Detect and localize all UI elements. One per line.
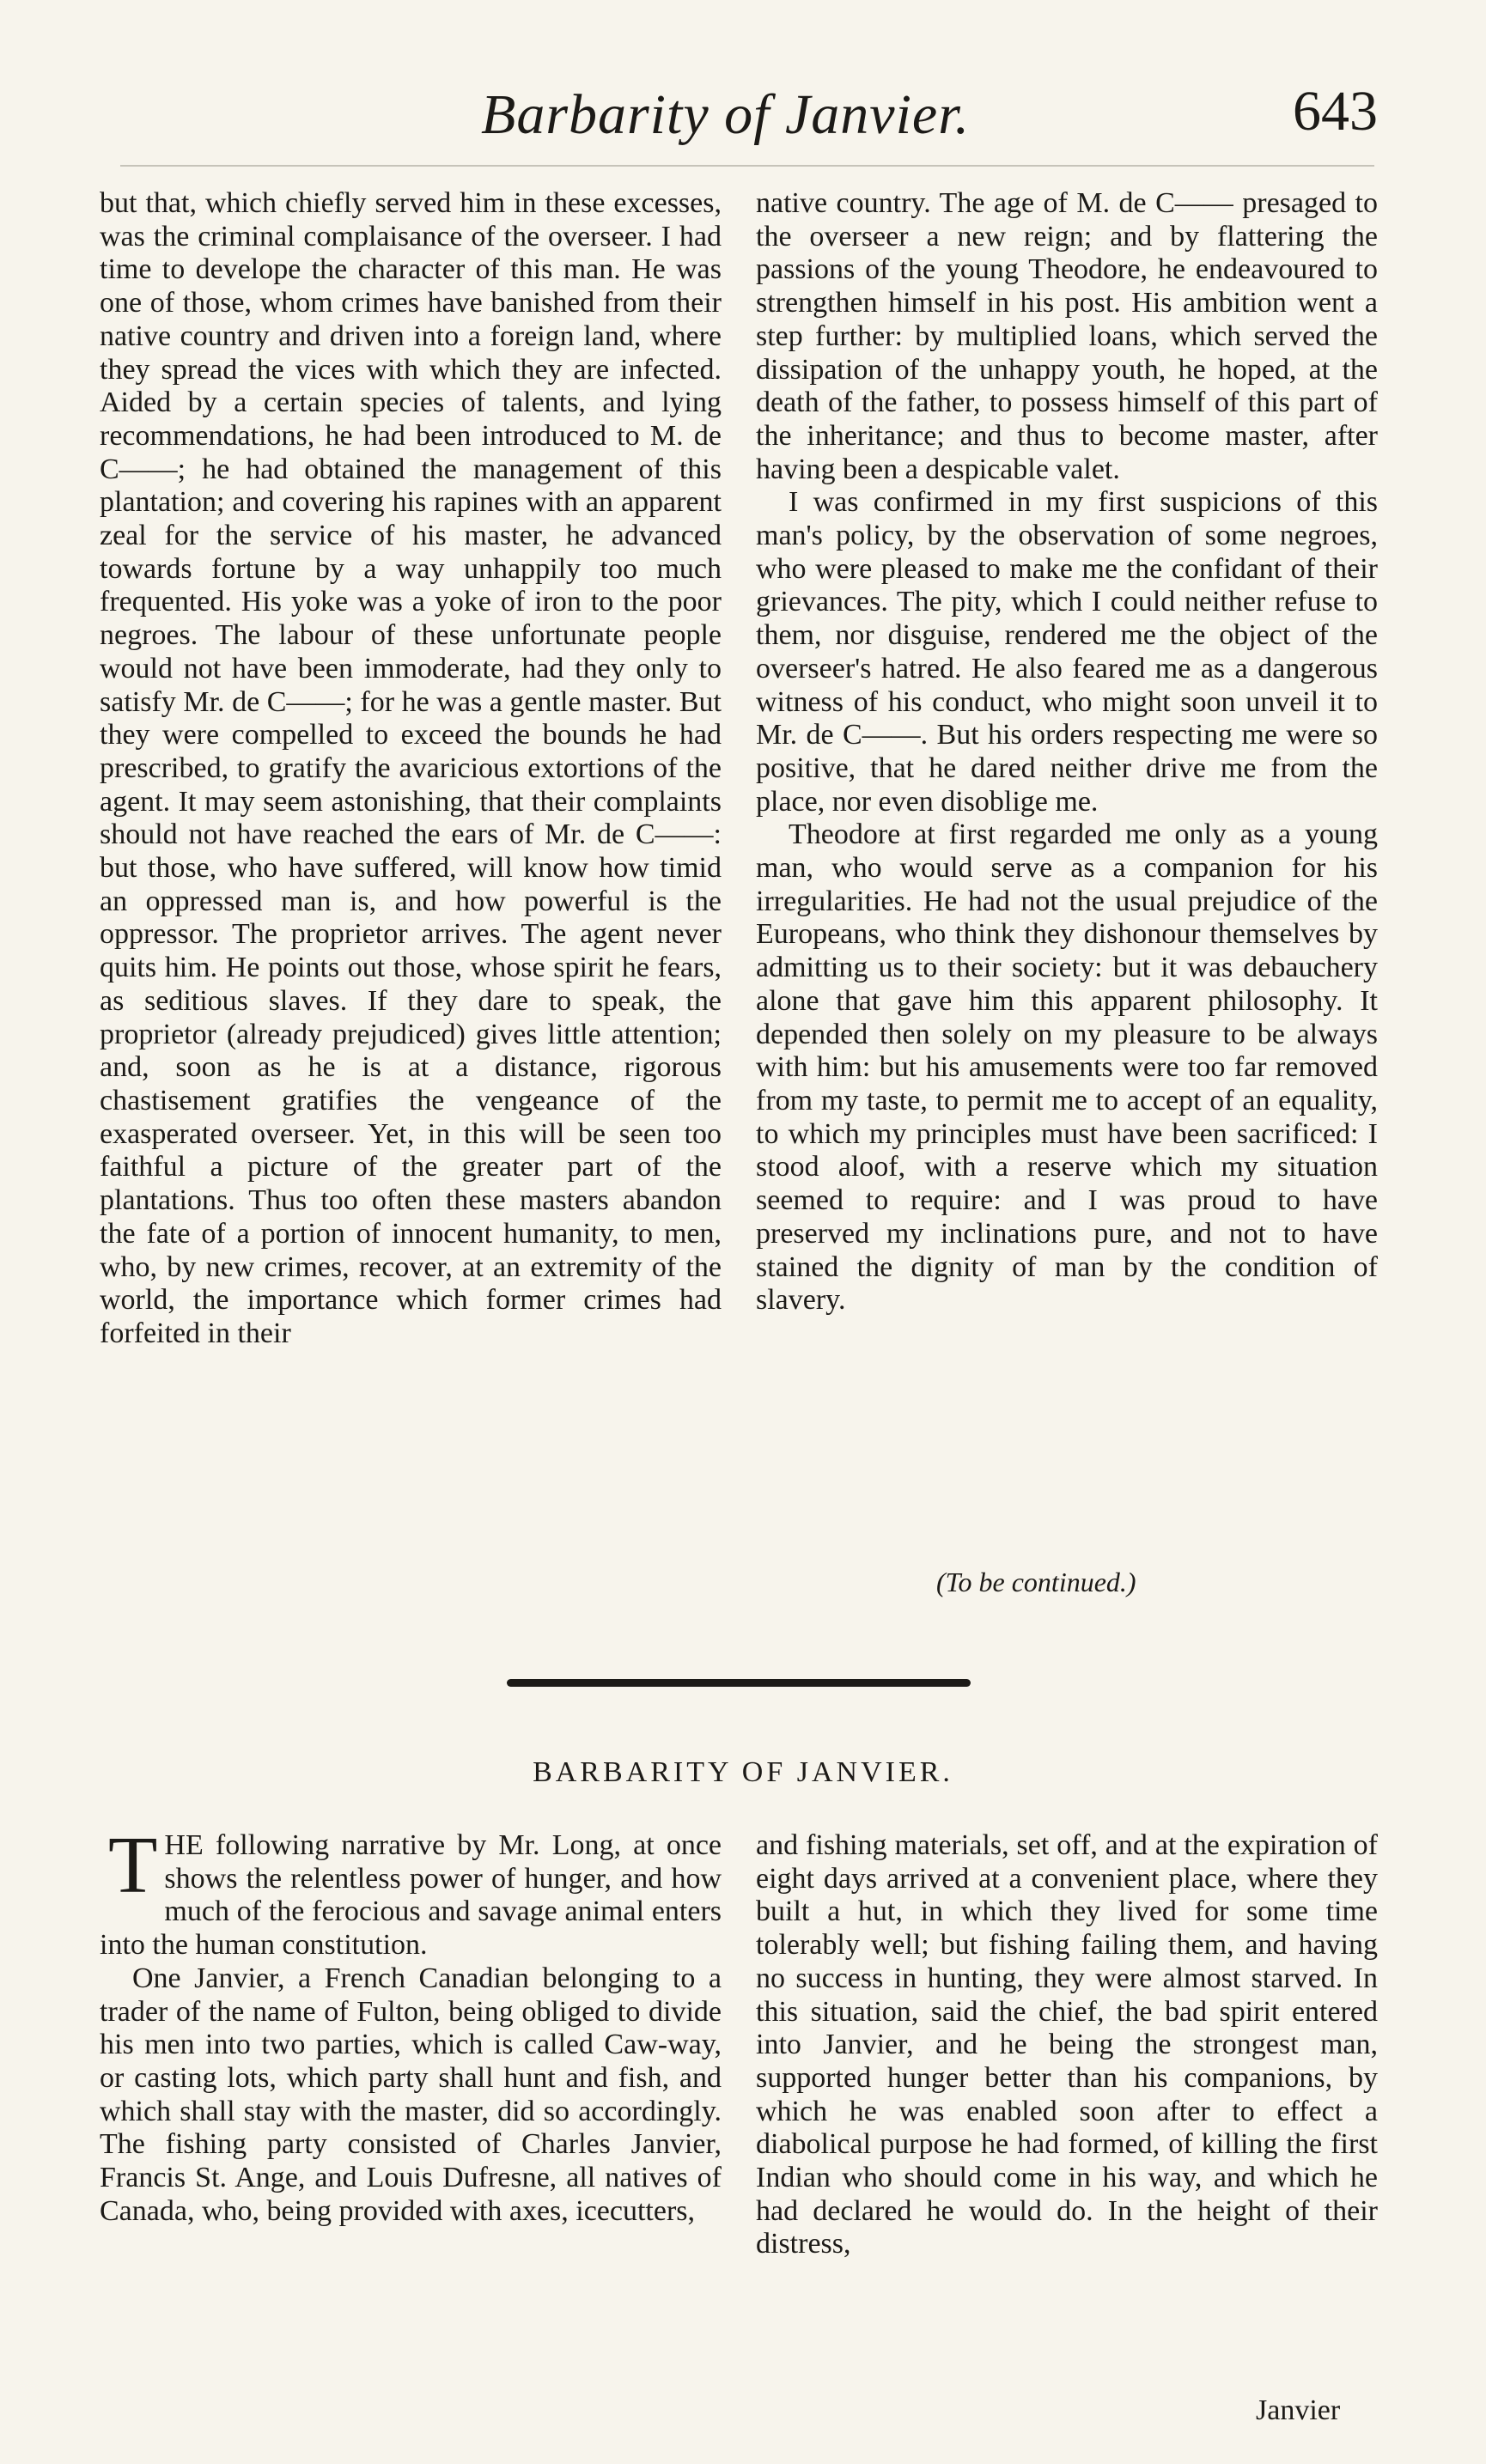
catchword: Janvier	[1256, 2394, 1341, 2426]
paragraph: Theodore at first regarded me only as a young man, who would serve as a companion for his irregularities. He had not the usual prejudice of the Europeans, who think they dishonour themselves by admitting us to their society: but it was debauchery alone that gave him this apparent philosophy. It depended then solely on my pleasure to be always with him: but his amusements were too far removed from my taste, to permit me to accept of an equality, to which my principles must have been sacrificed: I stood aloof, with a reserve which my situation seemed to require: and I was proud to have preserved my inclinations pure, and not to have stained the dignity of man by the condition of slavery.	[756, 818, 1378, 1317]
article-title: BARBARITY OF JANVIER.	[533, 1756, 953, 1788]
paragraph: One Janvier, a French Canadian belonging to a trader of the name of Fulton, being obliged to divide his men into two parties, which is called Caw-way, or casting lots, which party shall hunt and fish, and which shall stay with the master, did so accordingly. The fishing party consisted of Charles Janvier, Francis St. Ange, and Louis Dufresne, all natives of Canada, who, being provided with axes, icecutters,	[100, 1962, 722, 2227]
left-column-continued	[100, 187, 722, 1351]
opening-paragraph	[100, 1821, 722, 1962]
paragraph: but that, which chiefly served him in these excesses, was the criminal complaisance of the overseer. I had time to develope the character of this man. He was one of those, whom crimes have banished from their native country and driven into a foreign land, where they spread the vices with which they are infected. Aided by a certain species of talents, and lying recommendations, he had been introduced to M. de C——; he had obtained the management of this plantation; and covering his rapines with an apparent zeal for the service of his master, he advanced towards fortune by a way unhappily too much frequented. His yoke was a yoke of iron to the poor negroes. The labour of these unfortunate people would not have been immoderate, had they only to satisfy Mr. de C——; for he was a gentle master. But they were compelled to exceed the bounds he had prescribed, to gratify the avaricious extortions of the agent. It may seem astonishing, that their complaints should not have reached the ears of Mr. de C——: but those, who have suffered, will know how timid an oppressed man is, and how powerful is the oppressor. The proprietor arrives. The agent never quits him. He points out those, whose spirit he fears, as seditious slaves. If they dare to speak, the proprietor (already prejudiced) gives little attention; and, soon as he is at a distance, rigorous chastisement gratifies the vengeance of the exasperated overseer. Yet, in this will be seen too faithful a picture of the greater part of the plantations. Thus too often these masters abandon the fate of a portion of innocent humanity, to men, who, by new crimes, recover, at an extremity of the world, the importance which former crimes had forfeited in their	[100, 187, 722, 1349]
paragraph: I was confirmed in my first suspicions of this man's policy, by the observation of some negroes, who were pleased to make me the confidant of their grievances. The pity, which I could neither refuse to them, nor disguise, rendered me the object of the overseer's hatred. He also feared me as a dangerous witness of his conduct, who might soon unveil it to Mr. de C——. But his orders respecting me were so positive, that he dared neither drive me from the place, nor even disoblige me.	[756, 486, 1378, 818]
paragraph: and fishing materials, set off, and at the expiration of eight days arrived at a convenient place, where they built a hut, in which they lived for some time tolerably well; but fishing failing them, and having no success in hunting, they were almost starved. In this situation, said the chief, the bad spirit entered into Janvier, and he being the strongest man, supported hunger better than his companions, by which he was enabled soon after to effect a diabolical purpose he had formed, of killing the first Indian who should come in his way, and which he had declared he would do. In the height of their distress,	[756, 1829, 1378, 2260]
to-be-continued-note: (To be continued.)	[936, 1567, 1136, 1597]
drop-cap: T	[108, 1821, 158, 1910]
opening-text: HE following narrative by Mr. Long, at once shows the relentless power of hunger, and how much of the ferocious and savage animal enters into the human constitution.	[100, 1829, 722, 1962]
section-divider	[507, 1679, 971, 1687]
right-column-continued	[756, 187, 1378, 1317]
page-number: 643	[1293, 80, 1378, 143]
header-rule	[120, 165, 1374, 167]
running-title: Barbarity of Janvier.	[481, 83, 971, 146]
paragraph: native country. The age of M. de C—— presaged to the overseer a new reign; and by flattering the passions of the young Theodore, he endeavoured to strengthen himself in his post. His ambition went a step further: by multiplied loans, which served the dissipation of the unhappy youth, he hoped, at the death of the father, to possess himself of this part of the inheritance; and thus to become master, after having been a despicable valet.	[756, 187, 1378, 485]
left-column-new-article	[100, 1821, 722, 2228]
right-column-new-article	[756, 1829, 1378, 2261]
